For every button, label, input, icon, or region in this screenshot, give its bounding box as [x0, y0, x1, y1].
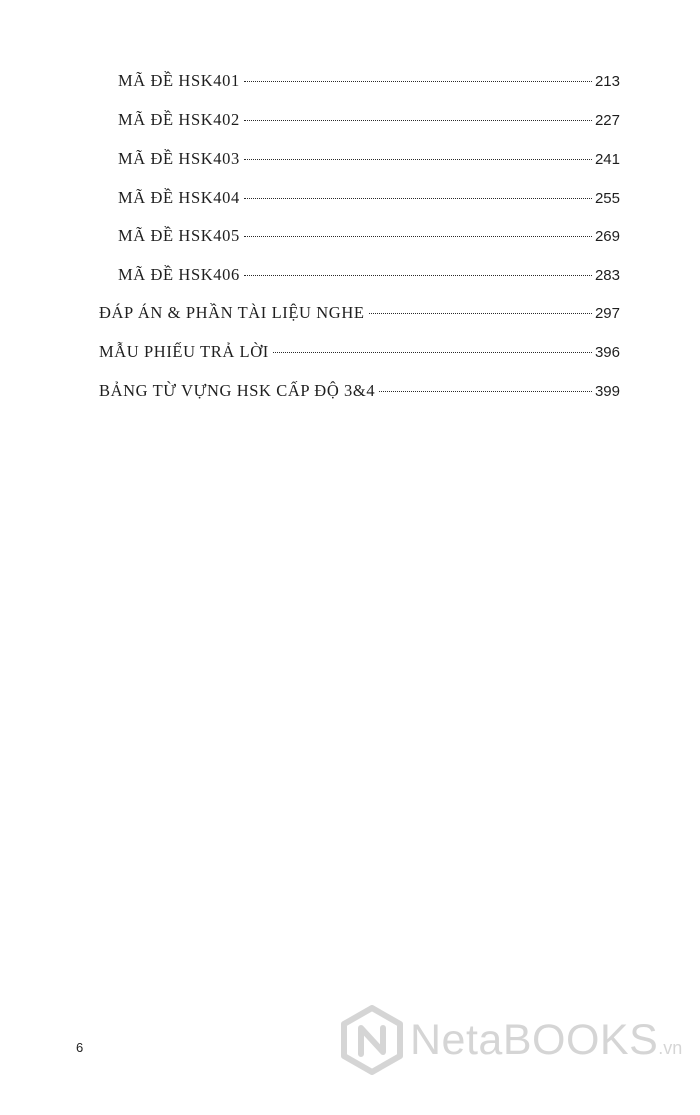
toc-entry-page: 297 — [594, 305, 620, 322]
toc-entry-page: 255 — [594, 190, 620, 207]
toc-dot-leader — [244, 120, 592, 121]
toc-entry-hsk401[interactable] — [118, 71, 620, 95]
toc-dot-leader — [244, 275, 592, 276]
toc-entry-page: 269 — [594, 228, 620, 245]
toc-entry-hsk403[interactable] — [118, 149, 620, 173]
toc-dot-leader — [244, 159, 592, 160]
toc-entry-page: 399 — [594, 383, 620, 400]
toc-dot-leader — [244, 81, 592, 82]
watermark-text — [410, 1016, 682, 1065]
watermark-brand: NetaBOOKS — [410, 1015, 659, 1064]
toc-entry-title: MÃ ĐỀ HSK404 — [118, 188, 240, 207]
toc-entry-title: MÃ ĐỀ HSK405 — [118, 226, 240, 245]
toc-entry-hsk404[interactable] — [118, 188, 620, 212]
toc-dot-leader — [244, 198, 592, 199]
toc-entry-title: MẪU PHIẾU TRẢ LỜI — [99, 342, 269, 361]
toc-entry-hsk405[interactable] — [118, 226, 620, 250]
toc-entry-answers-listening[interactable] — [99, 303, 620, 327]
toc-dot-leader — [379, 391, 592, 392]
toc-entry-hsk406[interactable] — [118, 265, 620, 289]
toc-entry-title: MÃ ĐỀ HSK401 — [118, 71, 240, 90]
netabooks-logo-icon — [340, 1005, 404, 1075]
toc-entry-title: ĐÁP ÁN & PHẦN TÀI LIỆU NGHE — [99, 303, 365, 322]
toc-dot-leader — [369, 313, 592, 314]
toc-entry-title: MÃ ĐỀ HSK403 — [118, 149, 240, 168]
toc-entry-vocabulary[interactable] — [99, 381, 620, 405]
toc-entry-hsk402[interactable] — [118, 110, 620, 134]
page-number: 6 — [76, 1040, 84, 1055]
toc-entry-answer-sheet[interactable] — [99, 342, 620, 366]
toc-entry-page: 227 — [594, 112, 620, 129]
toc-entry-page: 213 — [594, 73, 620, 90]
toc-dot-leader — [273, 352, 592, 353]
toc-dot-leader — [244, 236, 592, 237]
toc-entry-title: BẢNG TỪ VỰNG HSK CẤP ĐỘ 3&4 — [99, 381, 376, 400]
toc-entry-title: MÃ ĐỀ HSK406 — [118, 265, 240, 284]
toc-entry-page: 241 — [594, 151, 620, 168]
watermark-suffix: .vn — [658, 1037, 683, 1058]
toc-entry-page: 283 — [594, 267, 620, 284]
toc-entry-page: 396 — [594, 344, 620, 361]
watermark — [340, 1000, 683, 1080]
toc-entry-title: MÃ ĐỀ HSK402 — [118, 110, 240, 129]
